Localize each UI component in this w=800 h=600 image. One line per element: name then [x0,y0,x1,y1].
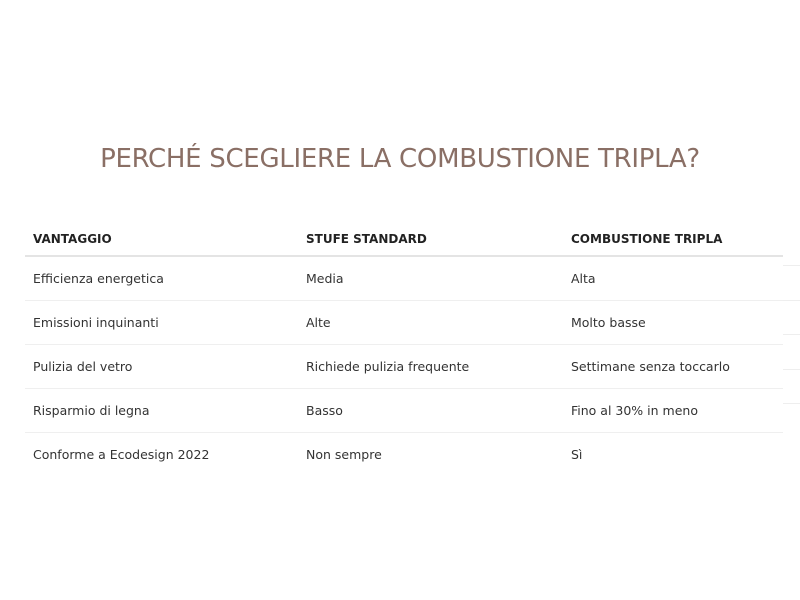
table-header-row [25,222,783,256]
divider [783,403,800,404]
header-vantaggio: VANTAGGIO [25,222,298,256]
cell-tripla: Molto basse [563,301,783,345]
cell-tripla: Fino al 30% in meno [563,389,783,433]
divider [783,369,800,370]
cell-standard: Richiede pulizia frequente [298,345,563,389]
header-stufe-standard: STUFE STANDARD [298,222,563,256]
table-row [25,256,783,301]
cell-standard: Media [298,256,563,301]
cell-standard: Basso [298,389,563,433]
table-row [25,301,783,345]
table-row [25,345,783,389]
cell-feature: Emissioni inquinanti [25,301,298,345]
cell-feature: Conforme a Ecodesign 2022 [33,447,210,462]
cell-feature: Risparmio di legna [25,389,298,433]
divider [783,265,800,266]
cell-standard: Non sempre [306,447,382,462]
table-row [25,433,783,477]
header-combustione-tripla: COMBUSTIONE TRIPLA [563,222,783,256]
cell-tripla: Settimane senza toccarlo [563,345,783,389]
cell-feature: Efficienza energetica [25,256,298,301]
table-row [25,389,783,433]
divider [783,334,800,335]
divider [783,300,800,301]
cell-tripla: Alta [563,256,783,301]
section-title: PERCHÉ SCEGLIERE LA COMBUSTIONE TRIPLA? [100,144,700,174]
comparison-table [25,222,783,476]
cell-tripla: Sì [571,447,583,462]
cell-standard: Alte [298,301,563,345]
cell-feature: Pulizia del vetro [25,345,298,389]
